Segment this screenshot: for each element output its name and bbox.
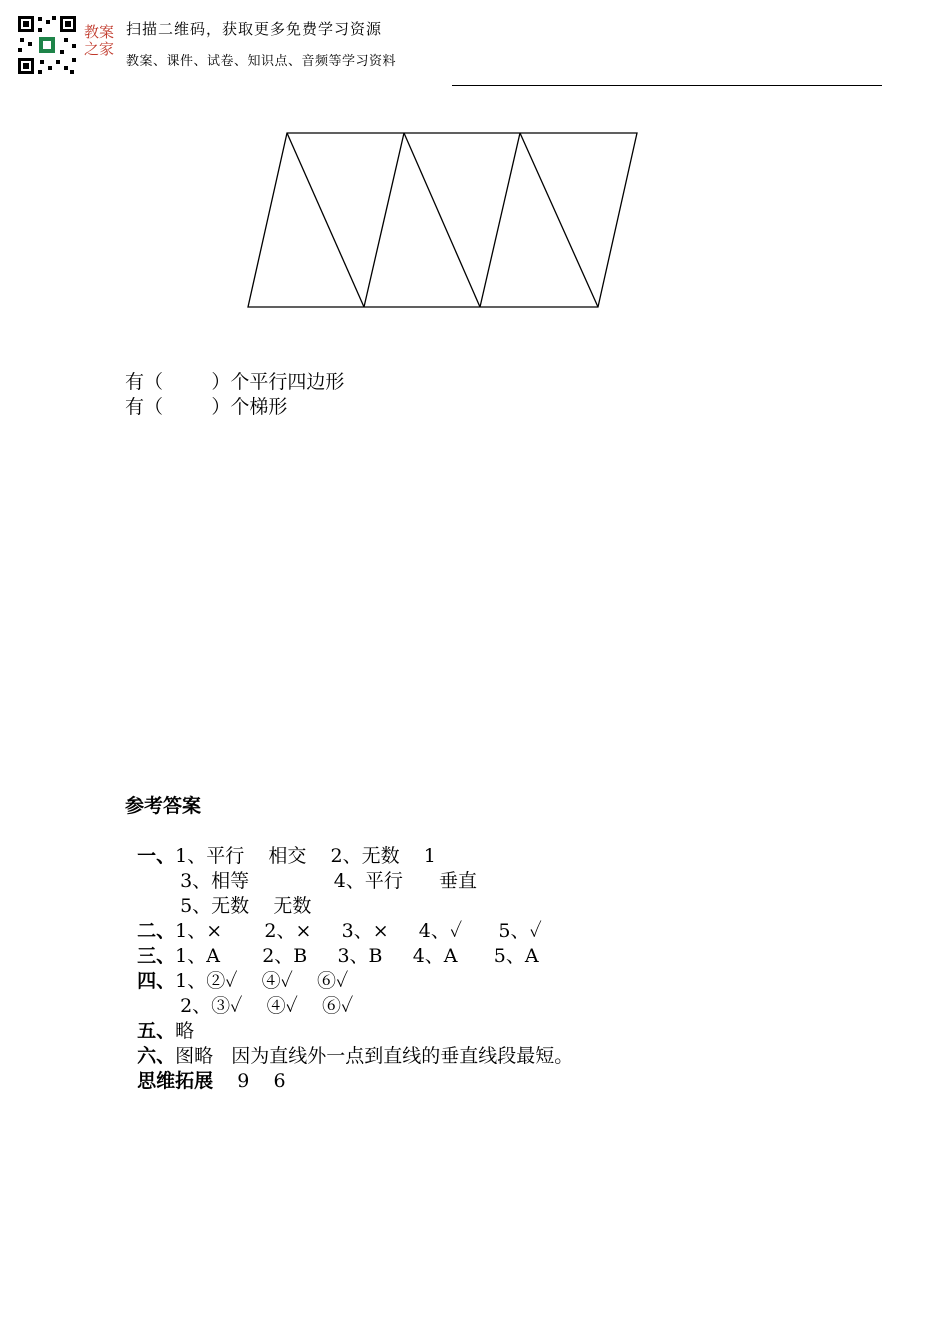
header-line-2: 教案、课件、试卷、知识点、音频等学习资料 bbox=[126, 54, 397, 69]
answer-label: 思维拓展 bbox=[137, 1070, 214, 1092]
brand-line-1: 教案 bbox=[84, 23, 115, 41]
answer-text: 略 bbox=[175, 1020, 195, 1042]
qr-code-icon bbox=[16, 14, 78, 76]
answer-text: 图略 因为直线外一点到直线的垂直线段最短。 bbox=[175, 1045, 574, 1067]
answer-text: 3、相等 4、平行 垂直 bbox=[180, 870, 478, 892]
answer-text: 5、无数 无数 bbox=[180, 895, 312, 917]
answer-row bbox=[168, 969, 353, 1019]
answer-text: 2、③✓ ④✓ ⑥✓ bbox=[180, 995, 354, 1017]
figure-line bbox=[480, 133, 520, 307]
answer-label: 一、 bbox=[137, 845, 176, 867]
header-line-1: 扫描二维码，获取更多免费学习资源 bbox=[126, 20, 383, 38]
answer-label: 二、 bbox=[137, 920, 176, 942]
figure-line bbox=[404, 133, 480, 307]
figure-line bbox=[520, 133, 598, 307]
question-trapezoids: 有（ ）个梯形 bbox=[125, 396, 288, 418]
header-rule bbox=[452, 85, 882, 86]
answers-title: 参考答案 bbox=[125, 795, 202, 817]
answer-text: 1、× 2、× 3、× 4、✓ 5、✓ bbox=[175, 920, 542, 942]
figure-line bbox=[287, 133, 364, 307]
answer-text: 1、平行 相交 2、无数 1 bbox=[175, 845, 436, 867]
parallelogram-figure bbox=[240, 125, 645, 315]
answer-text: 9 6 bbox=[213, 1070, 286, 1092]
answer-row bbox=[125, 1044, 286, 1094]
answer-text: 1、②✓ ④✓ ⑥✓ bbox=[175, 970, 349, 992]
answer-label: 四、 bbox=[137, 970, 176, 992]
answer-text: 1、A 2、B 3、B 4、A 5、A bbox=[175, 945, 539, 967]
brand-line-2: 之家 bbox=[84, 40, 115, 58]
brand-logo-text bbox=[84, 24, 114, 58]
answer-label: 五、 bbox=[137, 1020, 176, 1042]
answer-label: 六、 bbox=[137, 1045, 176, 1067]
question-parallelograms: 有（ ）个平行四边形 bbox=[125, 371, 345, 393]
figure-line bbox=[364, 133, 404, 307]
answer-label: 三、 bbox=[137, 945, 176, 967]
